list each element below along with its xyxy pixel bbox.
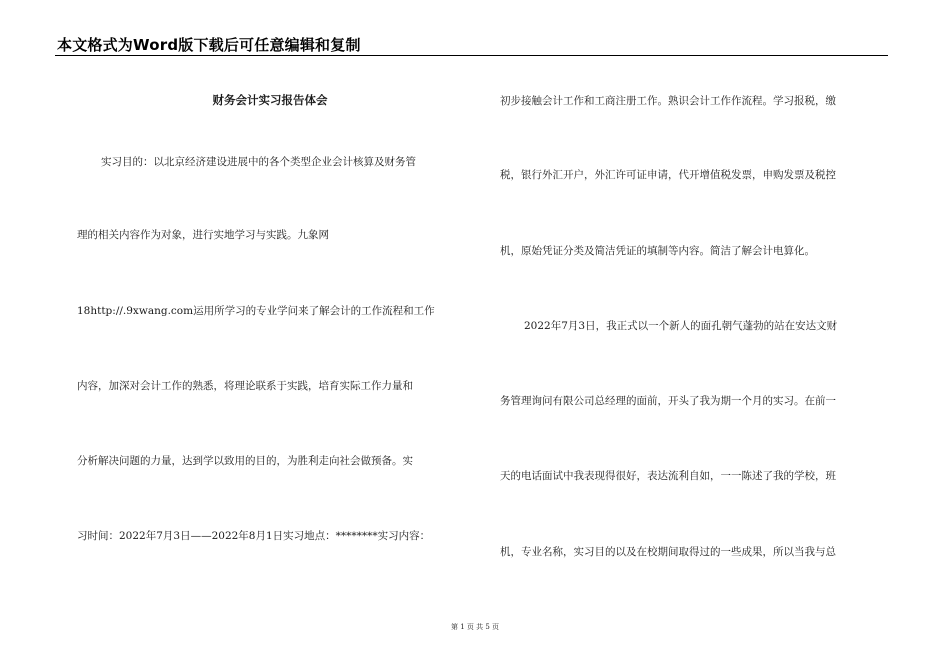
left-paragraph-line: 18http://.9xwang.com运用所学习的专业学问来了解会计的工作流程和工作	[77, 305, 435, 317]
page-number-footer: 第 1 页 共 5 页	[450, 623, 500, 631]
left-paragraph-line: 习时间：2022年7月3日——2022年8月1日实习地点：********实习内容：	[77, 530, 431, 542]
left-paragraph-line: 分析解决问题的力量，达到学以致用的目的，为胜利走向社会做预备。实	[77, 455, 413, 467]
right-paragraph-line: 初步接触会计工作和工商注册工作。熟识会计工作作流程。学习报税，缴	[500, 95, 836, 107]
right-paragraph-line: 2022年7月3日，我正式以一个新人的面孔朝气蓬勃的站在安达文财	[524, 320, 838, 332]
header-divider	[55, 55, 888, 56]
right-paragraph-line: 机，专业名称，实习目的以及在校期间取得过的一些成果，所以当我与总	[500, 546, 836, 558]
right-paragraph-line: 务管理询问有限公司总经理的面前，开头了我为期一个月的实习。在前一	[500, 395, 836, 407]
document-header-banner: 本文格式为Word版下载后可任意编辑和复制	[57, 36, 361, 54]
right-paragraph-line: 机，原始凭证分类及简洁凭证的填制等内容。简洁了解会计电算化。	[500, 245, 815, 257]
right-paragraph-line: 天的电话面试中我表现得很好，表达流利自如，一一陈述了我的学校，班	[500, 470, 836, 482]
left-paragraph-line: 实习目的：以北京经济建设进展中的各个类型企业会计核算及财务管	[101, 156, 416, 168]
left-paragraph-line: 内容，加深对会计工作的熟悉，将理论联系于实践，培育实际工作力量和	[77, 380, 413, 392]
left-paragraph-line: 理的相关内容作为对象，进行实地学习与实践。九象网	[77, 229, 329, 241]
right-paragraph-line: 税，银行外汇开户，外汇许可证申请，代开增值税发票，申购发票及税控	[500, 169, 836, 181]
document-title: 财务会计实习报告体会	[212, 93, 328, 107]
